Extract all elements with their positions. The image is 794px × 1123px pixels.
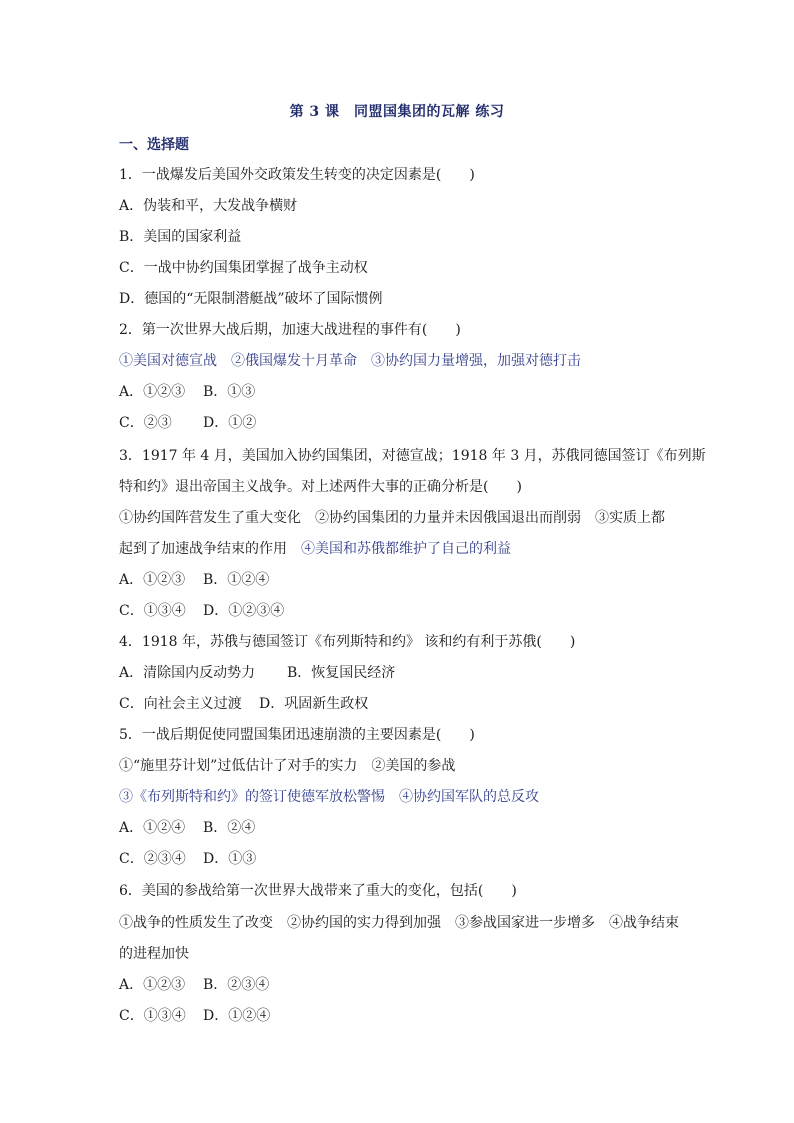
question-4-option-c: C．向社会主义过渡 bbox=[119, 696, 242, 712]
question-3-option-a: A．①②③ bbox=[119, 572, 186, 588]
question-5-option-c: C．②③④ bbox=[119, 851, 186, 867]
question-1-option-a: A．伪装和平，大发战争横财 bbox=[119, 198, 298, 214]
question-6-option-b: B．②③④ bbox=[203, 977, 270, 993]
question-3-stem-line-1: 3．1917 年 4 月，美国加入协约国集团，对德宣战；1918 年 3 月，苏俄同德国签订《布列斯 bbox=[119, 448, 706, 464]
question-3-items-line-2a: 起到了加速战争结束的作用 bbox=[119, 541, 301, 557]
question-1-stem: 1．一战爆发后美国外交政策发生转变的决定因素是( ) bbox=[119, 167, 475, 183]
question-3-items-line-2b: ④美国和苏俄都维护了自己的利益 bbox=[301, 541, 511, 557]
question-6-stem: 6．美国的参战给第一次世界大战带来了重大的变化，包括( ) bbox=[119, 883, 517, 899]
question-5-items-line-1: ①“施里芬计划”过低估计了对手的实力 ②美国的参战 bbox=[119, 758, 456, 774]
question-4-option-b: B．恢复国民经济 bbox=[287, 665, 396, 681]
question-1-option-b: B．美国的国家利益 bbox=[119, 229, 242, 245]
question-6-options-cd bbox=[119, 1007, 270, 1025]
question-2-option-a: A．①②③ bbox=[119, 384, 186, 400]
question-1-option-d: D．德国的“无限制潜艇战”破坏了国际惯例 bbox=[119, 291, 383, 307]
question-2-options-cd bbox=[119, 414, 256, 432]
question-5-option-a: A．①②④ bbox=[119, 820, 186, 836]
question-4-options-ab bbox=[119, 664, 395, 682]
question-1-option-c: C．一战中协约国集团掌握了战争主动权 bbox=[119, 260, 368, 276]
question-6-option-a: A．①②③ bbox=[119, 977, 186, 993]
question-5-options-ab bbox=[119, 819, 255, 837]
question-5-options-cd bbox=[119, 850, 256, 868]
section-heading: 一、选择题 bbox=[119, 137, 189, 153]
question-6-items-line-1: ①战争的性质发生了改变 ②协约国的实力得到加强 ③参战国家进一步增多 ④战争结束 bbox=[119, 915, 679, 931]
question-2-option-c: C．②③ bbox=[119, 415, 172, 431]
question-6-option-d: D．①②④ bbox=[203, 1008, 271, 1024]
question-3-option-d: D．①②③④ bbox=[203, 603, 285, 619]
question-4-options-cd bbox=[119, 695, 368, 713]
question-2-items: ①美国对德宣战 ②俄国爆发十月革命 ③协约国力量增强，加强对德打击 bbox=[119, 353, 581, 369]
question-2-stem: 2．第一次世界大战后期，加速大战进程的事件有( ) bbox=[119, 322, 461, 338]
question-2-option-b: B．①③ bbox=[203, 384, 256, 400]
question-5-option-b: B．②④ bbox=[203, 820, 256, 836]
question-6-option-c: C．①③④ bbox=[119, 1008, 186, 1024]
question-6-items-line-2: 的进程加快 bbox=[119, 946, 189, 962]
question-4-option-a: A．清除国内反动势力 bbox=[119, 665, 256, 681]
question-2-option-d: D．①② bbox=[203, 415, 257, 431]
question-4-stem: 4．1918 年，苏俄与德国签订《布列斯特和约》 该和约有利于苏俄( ) bbox=[119, 634, 576, 650]
question-3-items-line-2 bbox=[119, 540, 511, 558]
question-5-option-d: D．①③ bbox=[203, 851, 257, 867]
question-3-stem-line-2: 特和约》退出帝国主义战争。对上述两件大事的正确分析是( ) bbox=[119, 479, 522, 495]
question-3-options-cd bbox=[119, 602, 284, 620]
question-3-options-ab bbox=[119, 571, 269, 589]
page-title: 第 3 课 同盟国集团的瓦解 练习 bbox=[289, 104, 505, 120]
question-3-items-line-1: ①协约国阵营发生了重大变化 ②协约国集团的力量并未因俄国退出而削弱 ③实质上都 bbox=[119, 510, 665, 526]
question-4-option-d: D．巩固新生政权 bbox=[259, 696, 369, 712]
question-5-items-line-2: ③《布列斯特和约》的签订使德军放松警惕 ④协约国军队的总反攻 bbox=[119, 789, 539, 805]
question-3-option-c: C．①③④ bbox=[119, 603, 186, 619]
question-5-stem: 5．一战后期促使同盟国集团迅速崩溃的主要因素是( ) bbox=[119, 727, 475, 743]
question-3-option-b: B．①②④ bbox=[203, 572, 270, 588]
question-2-options-ab bbox=[119, 383, 255, 401]
question-6-options-ab bbox=[119, 976, 269, 994]
